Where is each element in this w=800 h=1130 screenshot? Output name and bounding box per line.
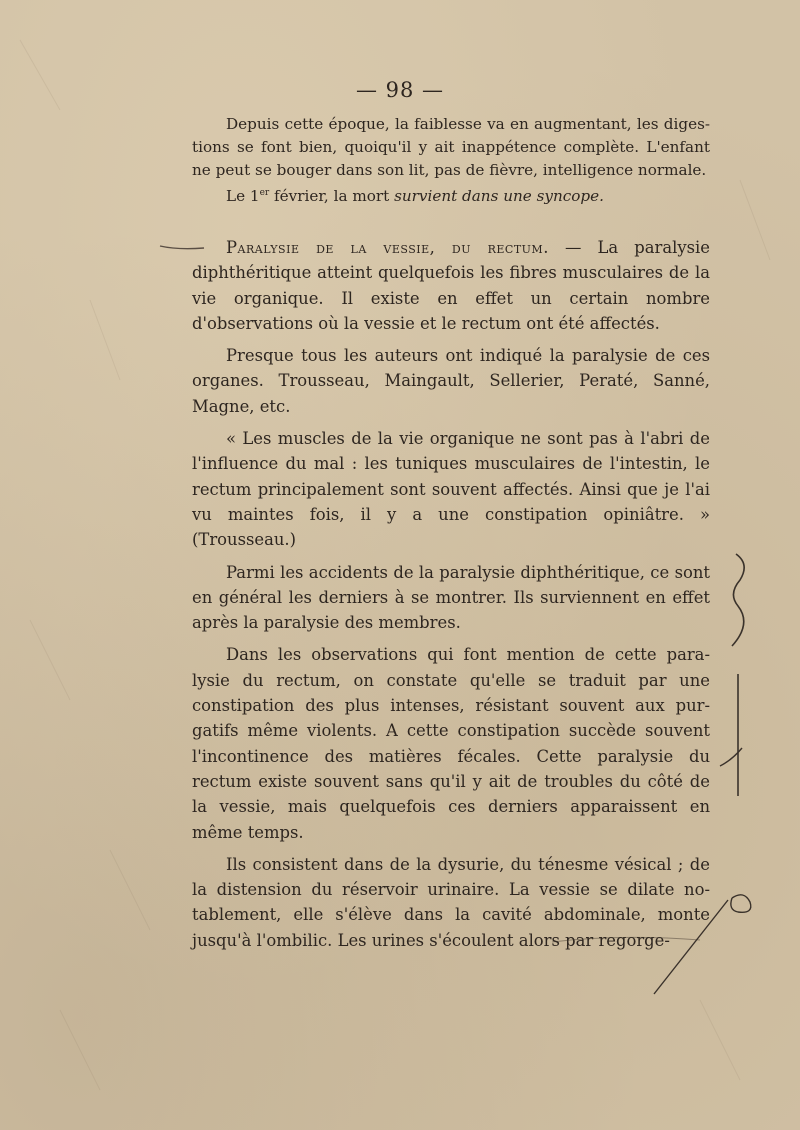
margin-dash-mark	[158, 240, 208, 260]
paragraph: Depuis cette époque, la faiblesse va en augmentant, les diges- tions se font bien, quoiqu'il y ait inappétence complète. L'enfant ne peut se bouger dans son lit, pas de fièvre, intelligence normale.	[192, 115, 710, 179]
text-run: février, la mort	[269, 187, 395, 206]
margin-vertical-mark	[718, 670, 758, 800]
date-text: Le 1	[226, 187, 260, 206]
page-number: — 98 —	[355, 78, 445, 102]
paragraph: Ils consistent dans de la dysurie, du ténesme vésical ; de la distension du réservoir urinaire. La vessie se dilate no- tablement, elle s'élève dans la cavité abdominale, monte jusqu'à l'ombilic. Les urines s'écoulent alors par regorge-	[192, 854, 710, 950]
paragraph: Presque tous les auteurs ont indiqué la paralysie de ces organes. Trousseau, Maingault, Sellerier, Peraté, Sanné, Magne, etc.	[192, 346, 710, 416]
section-title: Paralysie de la vessie, du rectum.	[226, 238, 549, 257]
quote-paragraph: « Les muscles de la vie organique ne sont pas à l'abri de l'influence du mal : les tuniques musculaires de l'intestin, le rectum principalement sont souvent affectés. Ainsi que je l'ai vu maintes fois, il y a une constipation opiniâtre. » (Trousseau.)	[192, 429, 710, 550]
paragraph: Parmi les accidents de la paralysie diphthéritique, ce sont en général les derniers à se montrer. Ils surviennent en effet après la paralysie des membres.	[192, 562, 710, 633]
paragraph	[192, 182, 710, 208]
section-paragraph	[192, 235, 710, 336]
paragraph: Dans les observations qui font mention de cette para- lysie du rectum, on constate qu'elle se traduit par une constipation des plus intenses, résistant souvent aux pur- gatifs même violents. A cette constipation succède souvent l'incontinence des matières fécales. Cette paralysie du rectum existe souvent sans qu'il y ait de troubles du côté de la vessie, mais quelquefois ces derniers apparaissent en même temps.	[192, 645, 710, 842]
text-block-top	[192, 113, 710, 208]
text-block-main	[192, 235, 710, 953]
section-dash: —	[548, 238, 598, 257]
italic-text: survient dans une syncope.	[394, 187, 604, 206]
section-body: La paralysie diphthéritique atteint quelquefois les fibres musculaires de la vie organique. Il existe en effet un certain nombre d'observations où la vessie et le rectum ont été affectés.	[192, 238, 710, 333]
ordinal-suffix: er	[259, 188, 270, 198]
margin-bracket-mark	[718, 550, 758, 650]
faint-underline-mark	[550, 930, 710, 950]
